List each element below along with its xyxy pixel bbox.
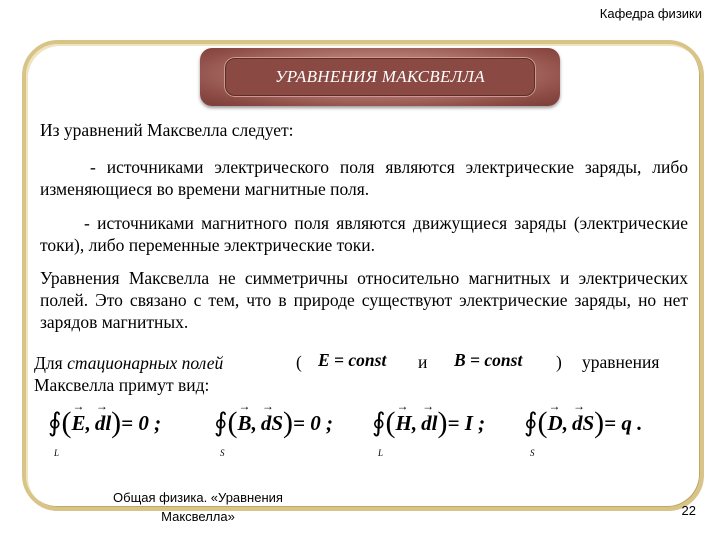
eq2-paren-close: ) [283, 406, 293, 439]
eq3-paren-open: ( [385, 406, 396, 439]
paren-close: ) [556, 352, 562, 372]
footer-course: Общая физика. «Уравнения Максвелла» [113, 490, 283, 524]
and-word: и [418, 352, 428, 372]
eq1-element: → dl [95, 411, 111, 436]
eq4-rhs: = q . [604, 410, 643, 435]
equation-3: ∮ L ( → H , → dl ) = I ; [372, 408, 485, 438]
contour-integral-icon: ∮ [372, 408, 386, 437]
eq1-paren-close: ) [111, 406, 122, 439]
bullet1-text: - источниками электрического поля являются электрические заряды, либо изменяющиеся во времени магнитные поля. [40, 157, 688, 199]
stationary-prefix: Для [34, 353, 68, 373]
eq1-paren-open: ( [61, 406, 72, 439]
eq3-subscript: L [378, 448, 384, 458]
stationary-tail: уравнения [582, 352, 660, 372]
equation-1: ∮ L ( → E , → dl ) = 0 ; [48, 408, 161, 438]
condition-e-const: E = const [318, 350, 387, 370]
eq4-subscript: S [530, 448, 535, 458]
page-number: 22 [681, 503, 696, 518]
eq1-field: → E [72, 411, 86, 436]
eq4-element: → dS [572, 411, 594, 436]
slide-title: УРАВНЕНИЯ МАКСВЕЛЛА [275, 67, 485, 86]
department-label: Кафедра физики [599, 6, 702, 21]
equations-row [48, 408, 668, 456]
eq4-paren-close: ) [594, 406, 605, 439]
eq2-rhs: = 0 ; [293, 410, 333, 435]
bullet2-text: - источниками магнитного поля являются движущиеся заряды (электрические токи), либо переменные электрические токи. [40, 213, 688, 255]
equation-4: ∮ S ( → D , → dS ) = q . [524, 408, 642, 438]
condition-b-const: B = const [454, 350, 523, 370]
eq2-subscript: S [220, 448, 225, 458]
symmetry-paragraph: Уравнения Максвелла не симметричны относительно магнитных и электрических полей. Это связано с тем, что в природе существуют электрические заряды, но нет зарядов магнитных. [40, 268, 688, 332]
eq1-rhs: = 0 ; [121, 410, 162, 435]
eq1-subscript: L [54, 448, 60, 458]
surface-integral-icon: ∮ [524, 408, 538, 437]
intro-text: Из уравнений Максвелла следует: [40, 120, 294, 140]
surface-integral-icon: ∮ [214, 408, 228, 437]
eq3-element: → dl [421, 411, 437, 436]
eq3-paren-close: ) [437, 406, 448, 439]
eq4-paren-open: ( [537, 406, 548, 439]
stationary-line1 [34, 352, 223, 374]
eq3-rhs: = I ; [447, 410, 486, 435]
eq2-field: → B [238, 411, 252, 436]
stationary-line2: Максвелла примут вид: [34, 375, 210, 395]
title-plate [200, 48, 560, 106]
equation-2: ∮ S ( → B , → dS ) = 0 ; [214, 408, 333, 438]
title-inner [225, 58, 535, 96]
eq2-paren-open: ( [227, 406, 238, 439]
stationary-italic: стационарных полей [67, 353, 224, 373]
contour-integral-icon: ∮ [48, 408, 62, 437]
eq2-element: → dS [261, 411, 283, 436]
eq3-field: → H [396, 411, 412, 436]
eq4-field: → D [548, 411, 563, 436]
bullet-electric-sources [40, 156, 688, 200]
paren-open: ( [296, 352, 302, 372]
bullet-magnetic-sources [40, 212, 688, 256]
